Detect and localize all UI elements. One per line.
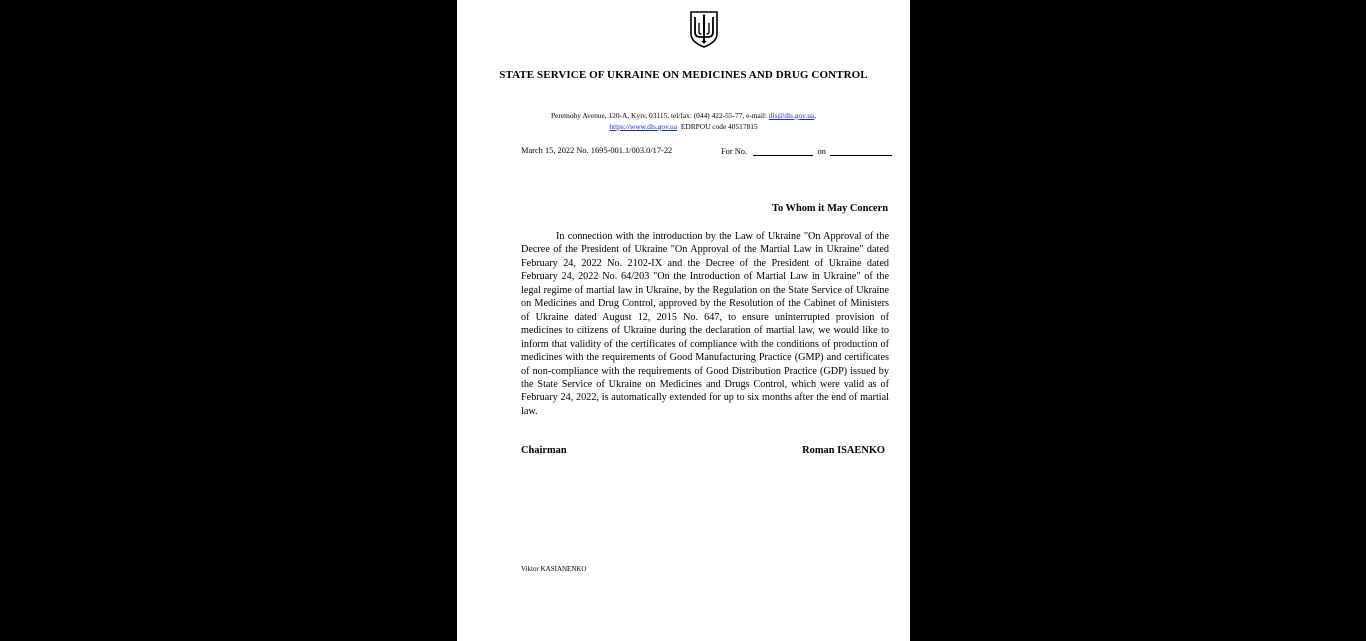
email-link[interactable]: dls@dls.gov.ua bbox=[768, 111, 815, 120]
ukraine-trident-emblem-icon bbox=[689, 10, 719, 48]
for-no-label: For No. bbox=[721, 147, 748, 156]
salutation: To Whom it May Concern bbox=[771, 203, 888, 214]
address-separator: , bbox=[814, 111, 817, 120]
executor-name: Viktor KASIANENKO bbox=[521, 565, 587, 573]
agency-website-line bbox=[457, 122, 910, 131]
on-label: on bbox=[817, 147, 826, 156]
letter-date-number: March 15, 2022 No. 1695-001.1/003.0/17-22 bbox=[521, 146, 673, 155]
reply-reference bbox=[721, 146, 892, 156]
agency-name: STATE SERVICE OF UKRAINE ON MEDICINES AND DRUG CONTROL bbox=[499, 69, 868, 81]
signatory-name: Roman ISAENKO bbox=[802, 445, 885, 456]
document-page bbox=[457, 0, 910, 641]
signatory-title: Chairman bbox=[521, 445, 567, 456]
for-no-blank bbox=[753, 146, 813, 156]
edrpou-code: EDRPOU code 40517815 bbox=[680, 122, 758, 131]
on-date-blank bbox=[830, 146, 892, 156]
address-text: Peremohy Avenue, 120-A, Kyiv, 03115, tel/fax: (044) 422-55-77, e-mail: bbox=[550, 111, 769, 120]
agency-address-line bbox=[457, 111, 910, 120]
website-link[interactable]: https://www.dls.gov.ua bbox=[609, 122, 678, 131]
letter-body: In connection with the introduction by the Law of Ukraine "On Approval of the Decree of the President of Ukraine "On Approval of the Martial Law in Ukraine" dated February 24, 2022 No. 2102-IX and the Decree of the President of Ukraine dated February 24, 2022 No. 64/203 "On the Introduction of Martial Law in Ukraine" of the legal regime of martial law in Ukraine, by the Regulation on the State Service of Ukraine on Medicines and Drug Control, approved by the Resolution of the Cabinet of Ministers of Ukraine dated August 12, 2015 No. 647, to ensure uninterrupted provision of medicines to citizens of Ukraine during the declaration of martial law, we would like to inform that validity of the certificates of compliance with the conditions of production of medicines with the requirements of Good Manufacturing Practice (GMP) and certificates of non-compliance with the requirements of Good Distribution Practice (GDP) issued by the State Service of Ukraine on Medicines and Drugs Control, which were valid as of February 24, 2022, is automatically extended for up to six months after the end of martial law. bbox=[521, 231, 889, 417]
